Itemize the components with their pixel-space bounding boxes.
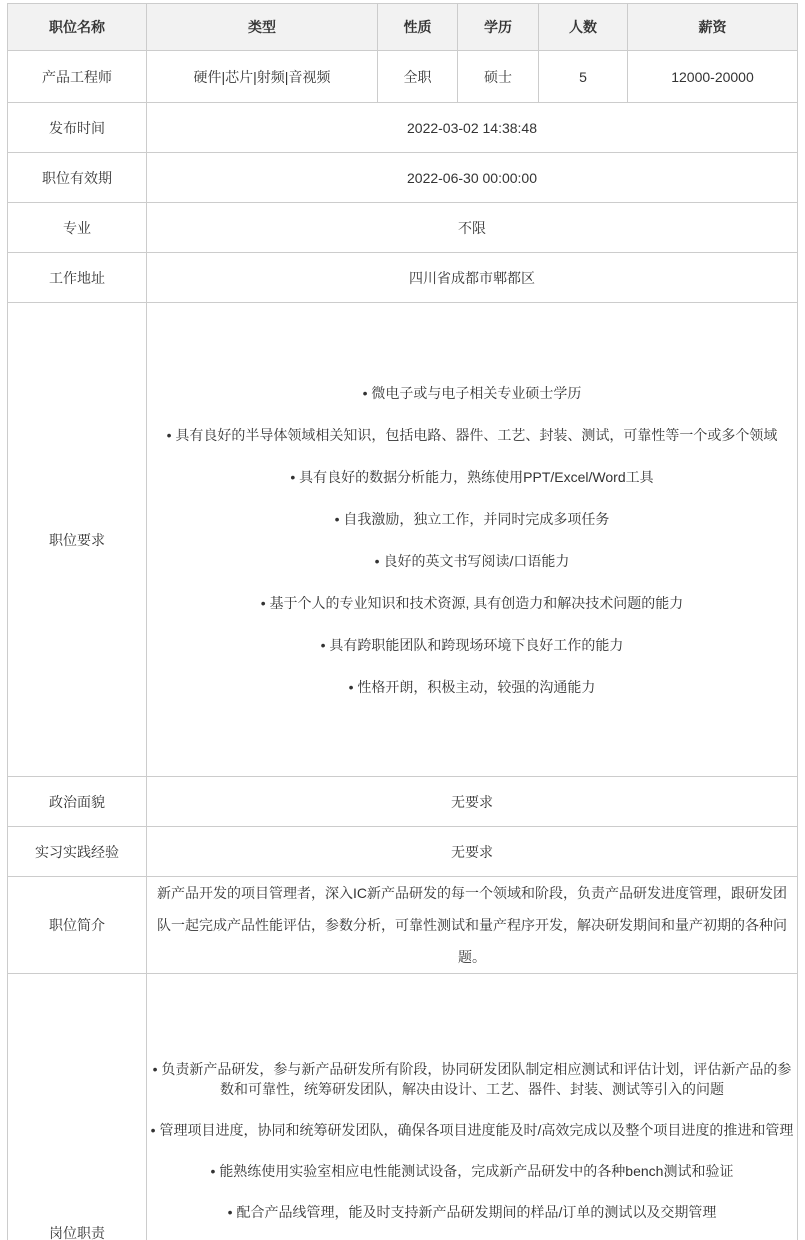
major-row bbox=[8, 203, 798, 253]
row-value: 无要求 bbox=[147, 827, 798, 877]
requirement-item: • 自我激励，独立工作，并同时完成多项任务 bbox=[147, 508, 797, 530]
work-address-row bbox=[8, 253, 798, 303]
requirements-list bbox=[147, 382, 797, 698]
header-row bbox=[8, 4, 798, 51]
row-label: 岗位职责 bbox=[8, 974, 147, 1240]
requirement-item: • 具有跨职能团队和跨现场环境下良好工作的能力 bbox=[147, 634, 797, 656]
requirement-item: • 基于个人的专业知识和技术资源, 具有创造力和解决技术问题的能力 bbox=[147, 592, 797, 614]
requirement-item: • 微电子或与电子相关专业硕士学历 bbox=[147, 382, 797, 404]
job-detail-table bbox=[7, 3, 798, 1240]
political-status-row bbox=[8, 777, 798, 827]
job-name-cell: 产品工程师 bbox=[8, 51, 147, 103]
row-value: 2022-06-30 00:00:00 bbox=[147, 153, 798, 203]
row-value: 2022-03-02 14:38:48 bbox=[147, 103, 798, 153]
row-value: 四川省成都市郫都区 bbox=[147, 253, 798, 303]
job-type-cell: 硬件|芯片|射频|音视频 bbox=[147, 51, 378, 103]
header-cell-education: 学历 bbox=[458, 4, 539, 51]
job-education-cell: 硕士 bbox=[458, 51, 539, 103]
header-cell-nature: 性质 bbox=[378, 4, 458, 51]
requirement-item: • 具有良好的半导体领域相关知识，包括电路、器件、工艺、封装、测试，可靠性等一个或多个领域 bbox=[147, 424, 797, 446]
job-headcount-cell: 5 bbox=[539, 51, 628, 103]
duty-item: • 配合产品线管理，能及时支持新产品研发期间的样品/订单的测试以及交期管理 bbox=[147, 1202, 797, 1222]
job-summary-row bbox=[8, 877, 798, 974]
row-value: 不限 bbox=[147, 203, 798, 253]
job-summary-text: 新产品开发的项目管理者，深入IC新产品研发的每一个领域和阶段，负责产品研发进度管理，跟研发团队一起完成产品性能评估，参数分析，可靠性测试和量产程序开发，解决研发期间和量产初期的各种问题。 bbox=[157, 885, 787, 965]
row-label: 职位简介 bbox=[8, 877, 147, 974]
header-cell-type: 类型 bbox=[147, 4, 378, 51]
row-label: 政治面貌 bbox=[8, 777, 147, 827]
requirements-row bbox=[8, 303, 798, 777]
header-cell-position-name: 职位名称 bbox=[8, 4, 147, 51]
job-salary-cell: 12000-20000 bbox=[628, 51, 798, 103]
duties-row bbox=[8, 974, 798, 1240]
row-label: 发布时间 bbox=[8, 103, 147, 153]
requirements-cell bbox=[147, 303, 798, 777]
job-row bbox=[8, 51, 798, 103]
row-label: 专业 bbox=[8, 203, 147, 253]
row-label: 实习实践经验 bbox=[8, 827, 147, 877]
internship-experience-row bbox=[8, 827, 798, 877]
job-summary-cell bbox=[147, 877, 798, 974]
requirement-item: • 良好的英文书写阅读/口语能力 bbox=[147, 550, 797, 572]
row-label: 工作地址 bbox=[8, 253, 147, 303]
duty-item: • 管理项目进度，协同和统筹研发团队，确保各项目进度能及时/高效完成以及整个项目进度的推进和管理 bbox=[147, 1120, 797, 1140]
duties-list bbox=[147, 1059, 797, 1222]
header-cell-salary: 薪资 bbox=[628, 4, 798, 51]
valid-until-row bbox=[8, 153, 798, 203]
job-nature-cell: 全职 bbox=[378, 51, 458, 103]
row-label: 职位要求 bbox=[8, 303, 147, 777]
requirement-item: • 性格开朗，积极主动，较强的沟通能力 bbox=[147, 676, 797, 698]
duties-cell bbox=[147, 974, 798, 1240]
header-cell-headcount: 人数 bbox=[539, 4, 628, 51]
duty-item: • 负责新产品研发，参与新产品研发所有阶段，协同研发团队制定相应测试和评估计划，评估新产品的参数和可靠性，统筹研发团队，解决由设计、工艺、器件、封装、测试等引入的问题 bbox=[147, 1059, 797, 1099]
duty-item: • 能熟练使用实验室相应电性能测试设备，完成新产品研发中的各种bench测试和验证 bbox=[147, 1161, 797, 1181]
requirement-item: • 具有良好的数据分析能力，熟练使用PPT/Excel/Word工具 bbox=[147, 466, 797, 488]
row-value: 无要求 bbox=[147, 777, 798, 827]
publish-time-row bbox=[8, 103, 798, 153]
row-label: 职位有效期 bbox=[8, 153, 147, 203]
